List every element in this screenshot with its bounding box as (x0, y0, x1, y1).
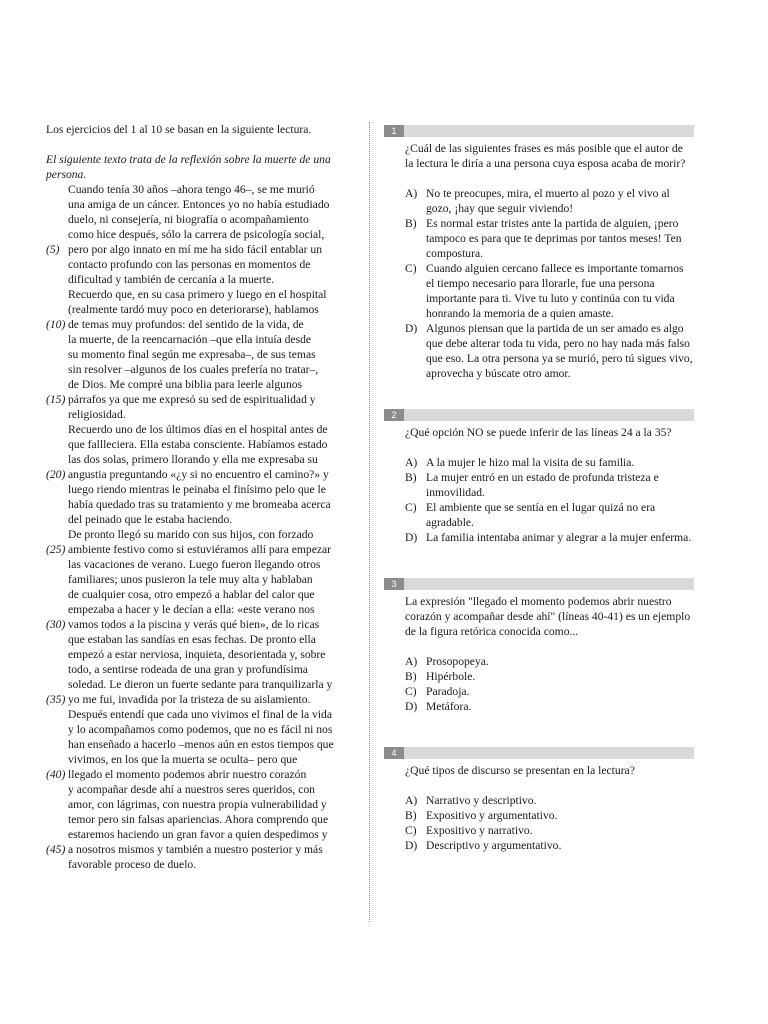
reading-line (46, 422, 366, 437)
reading-line-text: amor, con lágrimas, con nuestra propia vulnerabilidad y (68, 798, 327, 811)
answer-options (384, 455, 694, 545)
reading-line (46, 482, 366, 497)
reading-line (46, 827, 366, 842)
reading-line-text: han enseñado a hacerlo –menos aún en estos tiempos que (68, 738, 334, 751)
option-letter: D) (405, 700, 418, 713)
option-letter: C) (405, 262, 417, 275)
option-text: Narrativo y descriptivo. (426, 794, 537, 807)
reading-line-text: Recuerdo que, en su casa primero y luego en el hospital (68, 288, 327, 301)
answer-option[interactable] (405, 261, 694, 321)
reading-line-text: contacto profundo con las personas en momentos de (68, 258, 311, 271)
question-text: ¿Qué tipos de discurso se presentan en la lectura? (405, 764, 635, 777)
question-text: La expresión "llegado el momento podemos abrir nuestro corazón y acompañar desde ahí" (líneas 40-41) es un ejemplo de la figura retórica conocida como... (405, 595, 691, 638)
question-header-bar (384, 578, 694, 590)
reading-line (46, 437, 366, 452)
question-header-bar (384, 747, 694, 759)
reading-line (46, 257, 366, 272)
line-number: (45) (46, 843, 66, 856)
answer-options (384, 654, 694, 714)
answer-option[interactable] (405, 699, 694, 714)
option-letter: A) (405, 187, 418, 200)
option-letter: A) (405, 456, 418, 469)
reading-line-text: la muerte, de la reencarnación –que ella intuía desde (68, 333, 312, 346)
question-number-badge: 2 (384, 409, 404, 421)
answer-option[interactable] (405, 654, 694, 669)
reading-line-text: empezó a estar nerviosa, inquieta, desorientada y, sobre (68, 648, 326, 661)
reading-line-text: que fallleciera. Ella estaba consciente. Habíamos estado (68, 438, 328, 451)
option-text: El ambiente que se sentía en el lugar quizá no era agradable. (426, 501, 656, 529)
reading-line-text: empezaba a hacer y le decían a ella: «este verano nos (68, 603, 315, 616)
reading-line (46, 722, 366, 737)
reading-line-text: las vacaciones de verano. Luego fueron llegando otros (68, 558, 321, 571)
reading-line-text: duelo, ni consejería, ni biografía o acompañamiento (68, 213, 309, 226)
option-letter: B) (405, 217, 417, 230)
question-2 (384, 409, 694, 545)
reading-line-text: una amiga de un cáncer. Entonces yo no había estudiado (68, 198, 330, 211)
reading-line-text: de cualquier cosa, otro empezó a hablar del calor que (68, 588, 315, 601)
line-number: (30) (46, 618, 66, 631)
option-letter: A) (405, 655, 418, 668)
reading-line (46, 617, 366, 632)
reading-line (46, 362, 366, 377)
answer-option[interactable] (405, 500, 694, 530)
reading-line (46, 752, 366, 767)
reading-line (46, 812, 366, 827)
reading-line-text: yo me fui, invadida por la tristeza de su aislamiento. (68, 693, 311, 706)
reading-line (46, 542, 366, 557)
answer-option[interactable] (405, 684, 694, 699)
question-1 (384, 125, 694, 381)
option-letter: A) (405, 794, 418, 807)
option-text: Algunos piensan que la partida de un ser amado es algo que debe alterar toda tu vida, pero no hay nada más falso que eso. La otra persona ya se murió, pero tú sigues vivo, aprovecha y búscate otro amor. (426, 322, 693, 380)
reading-line-text: Recuerdo uno de los últimos días en el hospital antes de (68, 423, 328, 436)
option-text: La familia intentaba animar y alegrar a la mujer enferma. (426, 531, 692, 544)
reading-line-text: Cuando tenía 30 años –ahora tengo 46–, se me murió (68, 183, 315, 196)
question-3 (384, 578, 694, 714)
reading-line-text: religiosidad. (68, 408, 126, 421)
reading-line (46, 347, 366, 362)
option-letter: D) (405, 839, 418, 852)
reading-line-text: Después entendí que cada uno vivimos el final de la vida (68, 708, 333, 721)
option-text: A la mujer le hizo mal la visita de su familia. (426, 456, 635, 469)
reading-line-text: luego riendo mientras le peinaba el finísimo pelo que le (68, 483, 326, 496)
question-header-bar (384, 409, 694, 421)
option-text: Prosopopeya. (426, 655, 489, 668)
reading-line-text: temor pero sin falsas apariencias. Ahora comprendo que (68, 813, 329, 826)
reading-line-text: vamos todos a la piscina y verás qué bien», de lo ricas (68, 618, 320, 631)
reading-line (46, 497, 366, 512)
question-header-bar (384, 125, 694, 137)
question-text: ¿Qué opción NO se puede inferir de las líneas 24 a la 35? (405, 426, 672, 439)
reading-line (46, 677, 366, 692)
reading-line (46, 407, 366, 422)
reading-line (46, 287, 366, 302)
reading-line (46, 332, 366, 347)
line-number: (40) (46, 768, 66, 781)
option-text: Hipérbole. (426, 670, 476, 683)
option-text: Descriptivo y argumentativo. (426, 839, 562, 852)
reading-line (46, 527, 366, 542)
option-text: La mujer entró en un estado de profunda tristeza e inmovilidad. (426, 471, 659, 499)
reading-line-text: del peinado que le estaba haciendo. (68, 513, 233, 526)
line-number: (20) (46, 468, 66, 481)
reading-line-text: pero por algo innato en mí me ha sido fácil entablar un (68, 243, 323, 256)
answer-option[interactable] (405, 669, 694, 684)
reading-line-text: familiares; unos pusieron la tele muy alta y hablaban (68, 573, 313, 586)
reading-line-text: (realmente tardó muy poco en deteriorarse), hablamos (68, 303, 319, 316)
reading-line (46, 272, 366, 287)
reading-line-text: angustia preguntando «¿y si no encuentro el camino?» y (68, 468, 329, 481)
reading-line-text: y lo acompañamos como podemos, que no es fácil ni nos (68, 723, 333, 736)
reading-line (46, 512, 366, 527)
reading-line (46, 317, 366, 332)
questions-column (384, 125, 694, 853)
answer-options (384, 793, 694, 853)
reading-line (46, 767, 366, 782)
option-letter: B) (405, 809, 417, 822)
reading-line (46, 737, 366, 752)
reading-line-text: de temas muy profundos: del sentido de la vida, de (68, 318, 304, 331)
reading-line-text: que estaban las sandías en esas fechas. De pronto ella (68, 633, 316, 646)
line-number: (10) (46, 318, 66, 331)
reading-line (46, 302, 366, 317)
reading-line (46, 782, 366, 797)
option-letter: C) (405, 501, 417, 514)
reading-line (46, 242, 366, 257)
reading-line-text: a nosotros mismos y también a nuestro posterior y más (68, 843, 323, 856)
reading-line-text: y acompañar desde ahí a nuestros seres queridos, con (68, 783, 315, 796)
instructions-line: Los ejercicios del 1 al 10 se basan en la siguiente lectura. (46, 123, 312, 136)
answer-option[interactable] (405, 216, 694, 261)
reading-line-text: estaremos haciendo un gran favor a quien despedimos y (68, 828, 328, 841)
answer-option[interactable] (405, 321, 694, 381)
answer-option[interactable] (405, 455, 694, 470)
option-letter: C) (405, 685, 417, 698)
reading-line-text: De pronto llegó su marido con sus hijos, con forzado (68, 528, 314, 541)
line-number: (5) (46, 243, 60, 256)
option-text: Expositivo y argumentativo. (426, 809, 558, 822)
option-text: Es normal estar tristes ante la partida de alguien, ¡pero tampoco es para que te deprimas por tantos meses! Ten compostura. (426, 217, 682, 260)
reading-line (46, 587, 366, 602)
reading-line-text: vivimos, en los que la muerta se oculta– pero que (68, 753, 298, 766)
reading-line (46, 212, 366, 227)
reading-line-text: llegado el momento podemos abrir nuestro corazón (68, 768, 307, 781)
reading-line (46, 662, 366, 677)
reading-line (46, 632, 366, 647)
reading-line-text: soledad. Le dieron un fuerte sedante para tranquilizarla y (68, 678, 333, 691)
reading-line-text: las dos solas, primero llorando y ella me expresaba su (68, 453, 318, 466)
reading-line-text: favorable proceso de duelo. (68, 858, 197, 871)
left-column (46, 122, 366, 872)
reading-line-text: dificultad y también de cercanía a la muerte. (68, 273, 275, 286)
option-letter: C) (405, 824, 417, 837)
reading-line (46, 557, 366, 572)
option-text: Metáfora. (426, 700, 472, 713)
reading-line (46, 572, 366, 587)
answer-option[interactable] (405, 793, 694, 808)
line-number: (35) (46, 693, 66, 706)
reading-line (46, 707, 366, 722)
reading-line-text: párrafos ya que me expresó su sed de espiritualidad y (68, 393, 316, 406)
question-number-badge: 3 (384, 578, 404, 590)
reading-line-text: todo, a sentirse rodeada de una gran y profundísima (68, 663, 308, 676)
column-divider (369, 122, 370, 922)
reading-line (46, 857, 366, 872)
reading-line-text: su momento final según me expresaba–, de sus temas (68, 348, 316, 361)
option-text: Expositivo y narrativo. (426, 824, 533, 837)
reading-line (46, 182, 366, 197)
reading-line (46, 227, 366, 242)
reading-line (46, 467, 366, 482)
answer-option[interactable] (405, 808, 694, 823)
reading-passage (46, 182, 366, 872)
answer-option[interactable] (405, 186, 694, 216)
reading-line (46, 452, 366, 467)
answer-option[interactable] (405, 470, 694, 500)
line-number: (15) (46, 393, 66, 406)
reading-line-text: como hice después, sólo la carrera de psicología social, (68, 228, 325, 241)
reading-line (46, 647, 366, 662)
reading-line (46, 602, 366, 617)
reading-line-text: de Dios. Me compré una biblia para leerle algunos (68, 378, 303, 391)
option-letter: B) (405, 471, 417, 484)
question-4 (384, 747, 694, 853)
question-number-badge: 4 (384, 747, 404, 759)
reading-line (46, 842, 366, 857)
question-number-badge: 1 (384, 125, 404, 137)
option-text: No te preocupes, mira, el muerto al pozo y el vivo al gozo, ¡hay que seguir viviendo! (426, 187, 670, 215)
question-text: ¿Cuál de las siguientes frases es más posible que el autor de la lectura le diría a una persona cuya esposa acaba de morir? (405, 142, 686, 170)
option-text: Cuando alguien cercano fallece es importante tomarnos el tiempo necesario para llorarle, fue una persona importante para ti. Vive tu luto y continúa con tu vida honrando la memoria de a quien amaste. (426, 262, 684, 320)
option-letter: D) (405, 531, 418, 544)
answer-option[interactable] (405, 838, 694, 853)
answer-options (384, 186, 694, 381)
reading-line (46, 197, 366, 212)
reading-line (46, 797, 366, 812)
answer-option[interactable] (405, 823, 694, 838)
line-number: (25) (46, 543, 66, 556)
reading-line-text: sin resolver –algunos de los cuales prefería no tratar–, (68, 363, 319, 376)
reading-line (46, 377, 366, 392)
reading-line-text: ambiente festivo como si estuviéramos allí para empezar (68, 543, 332, 556)
reading-description: El siguiente texto trata de la reflexión sobre la muerte de una persona. (46, 153, 331, 181)
option-text: Paradoja. (426, 685, 470, 698)
answer-option[interactable] (405, 530, 694, 545)
reading-line-text: había quedado tras su tratamiento y me bromeaba acerca (68, 498, 331, 511)
option-letter: D) (405, 322, 418, 335)
reading-line (46, 692, 366, 707)
option-letter: B) (405, 670, 417, 683)
reading-line (46, 392, 366, 407)
